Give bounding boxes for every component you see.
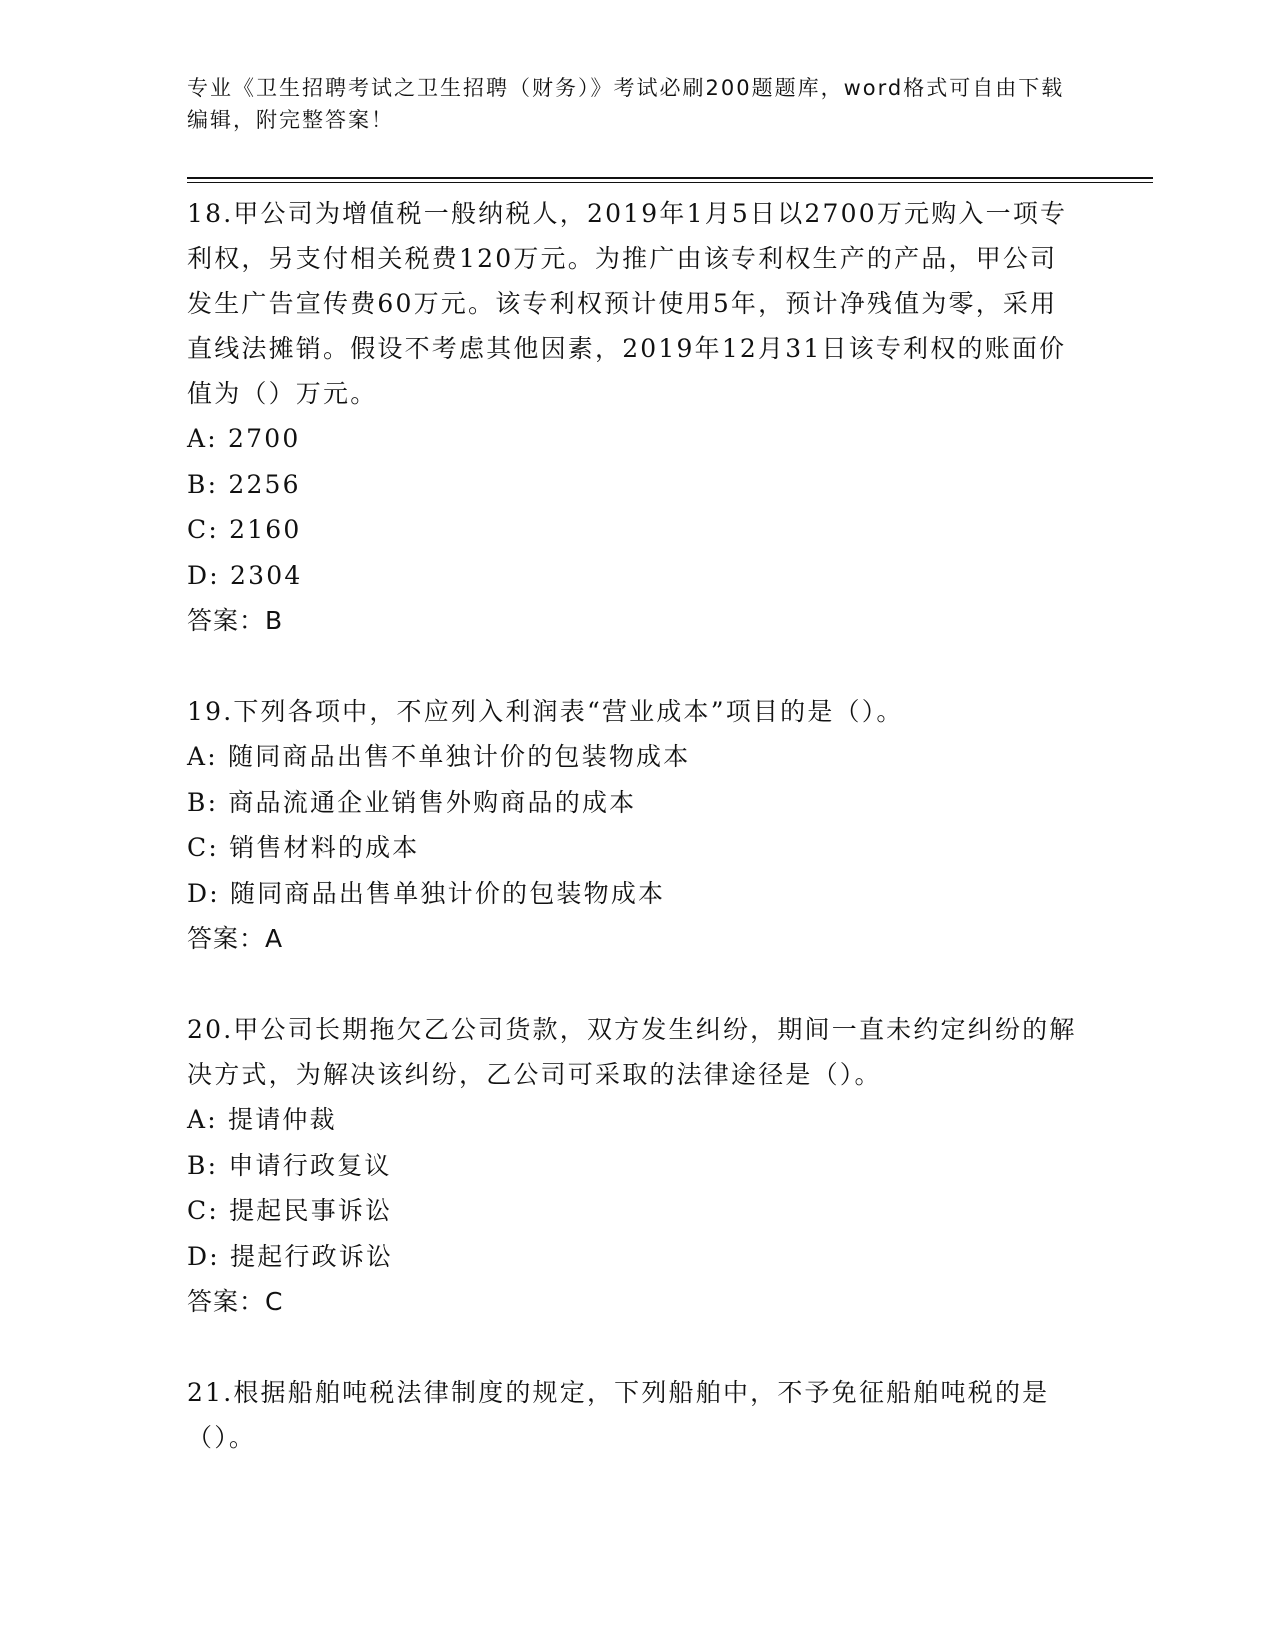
option-c: C: 销售材料的成本 (187, 833, 420, 862)
answer: 答案：A (187, 924, 284, 953)
option-b: B: 2256 (187, 469, 301, 499)
answer: 答案：C (187, 1287, 284, 1316)
question-text: 19.下列各项中，不应列入利润表“营业成本”项目的是（）。 (187, 697, 904, 726)
header-divider (187, 177, 1153, 179)
question-text: 20.甲公司长期拖欠乙公司货款，双方发生纠纷，期间一直未约定纠纷的解决方式，为解决该纠纷，乙公司可采取的法律途径是（）。 (187, 1015, 1077, 1089)
question-text: 21.根据船舶吨税法律制度的规定，下列船舶中，不予免征船舶吨税的是（）。 (187, 1378, 1050, 1452)
option-a: A: 提请仲裁 (187, 1105, 337, 1134)
document-header: 专业《卫生招聘考试之卫生招聘（财务）》考试必刷200题题库，word格式可自由下载编辑，附完整答案！ (187, 76, 1065, 132)
option-a: A: 2700 (187, 424, 301, 453)
option-d: D: 随同商品出售单独计价的包装物成本 (187, 878, 666, 908)
answer: 答案：B (187, 606, 284, 635)
option-b: B: 申请行政复议 (187, 1150, 392, 1180)
question-21 (187, 1370, 1082, 1460)
option-c: C: 提起民事诉讼 (187, 1196, 393, 1225)
option-d: D: 提起行政诉讼 (187, 1241, 394, 1271)
question-19 (187, 689, 1082, 961)
option-a: A: 随同商品出售不单独计价的包装物成本 (187, 742, 691, 771)
question-18 (187, 191, 1082, 643)
header-divider-thin (187, 182, 1153, 183)
option-c: C: 2160 (187, 515, 302, 544)
option-b: B: 商品流通企业销售外购商品的成本 (187, 787, 637, 817)
question-list (187, 191, 1082, 1506)
question-20 (187, 1007, 1082, 1324)
question-text: 18.甲公司为增值税一般纳税人，2019年1月5日以2700万元购入一项专利权，另支付相关税费120万元。为推广由该专利权生产的产品，甲公司发生广告宣传费60万元。该专利权预计使用5年，预计净残值为零，采用直线法摊销。假设不考虑其他因素，2019年12月31日该专利权的账面价值为（）万元。 (187, 199, 1068, 408)
option-d: D: 2304 (187, 560, 303, 590)
